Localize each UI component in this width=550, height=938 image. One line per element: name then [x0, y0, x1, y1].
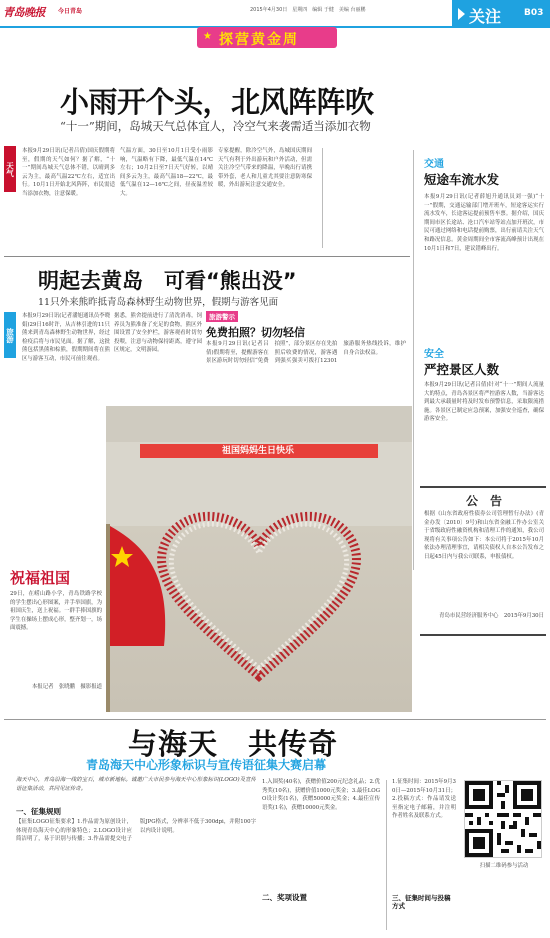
panda-col-1: 本报9月29日讯(记者潘旭通讯员李晓娟)29日16时许，从吉林引进的11只熊来到青岛森林野生动物世界，经过检疫后将与市民见面。据了解，这批熊包括黑熊和棕熊，假期期间将在熊区与游客互动，市民可前往观看。: [22, 313, 110, 362]
right-column-rule: [413, 150, 414, 570]
traffic-kicker: 交通: [424, 159, 444, 170]
contest-top-rule: [4, 719, 546, 720]
lead-col-1: 本报9月29日讯(记者吕倩)国庆假期将至，假期的天气如何？据了解，“十一”期间岛城天气总体不错，以晴到多云为主，最高气温22℃左右，适宜出行。10月1日开始北风阵阵，市民需适当添加衣物，注意保暖。: [22, 148, 115, 197]
qr-code[interactable]: [464, 780, 542, 858]
banner-star-icon: ★: [203, 31, 212, 42]
contest-sec2-body: 1.入围奖(40名)，获赠价值200元纪念礼品；2.优秀奖(10名)，获赠价值1000元奖金；3.最佳LOGO设计奖(1名)，获赠50000元奖金；4.最佳宣传语奖(1名)，获赠10000元奖金。: [262, 779, 380, 811]
masthead: [0, 0, 550, 60]
notice-top-rule: [420, 486, 546, 488]
notice-bottom-rule: [420, 634, 546, 636]
notice-title: 公 告: [465, 494, 502, 508]
lead-divider: [322, 148, 323, 248]
contest-sec1-body: 【征集LOGO征集要求】1.作品需为原创设计，体现青岛海天中心的形象特色；2.LOGO设计应简洁明了，易于识别与传播；3.作品需提交电子版JPG格式，分辨率不低于300dpi，并附100字以内设计说明。: [16, 819, 256, 843]
contest-sec3-body: 1.征集时间：2015年9月30日—2015年10月31日；2.投稿方式：作品请发送至指定电子邮箱，并注明作者姓名及联系方式。: [392, 779, 456, 820]
banner-text: 探营黄金周: [219, 32, 299, 48]
lead-kicker: [4, 146, 16, 192]
panda-tip-title: 免费拍照？切勿轻信: [206, 326, 305, 339]
contest-sec3-title: 三、征集时间与投稿方式: [392, 894, 451, 910]
page-number: B03: [524, 8, 544, 18]
contest-divider-1: [386, 780, 387, 930]
traffic-headline: 短途车流水发: [424, 172, 500, 187]
qr-caption: 扫描二维码参与活动: [479, 863, 529, 869]
qr-code-pattern: [465, 781, 541, 857]
contest-intro: 海天中心，青岛沿海一线的宝石，城市新地标。诚邀广大市民参与海天中心形象标识(LOGO)及宣传语征集活动，共同见证传奇。: [16, 777, 256, 792]
panda-tip-body: 本报9月29日讯(记者吕倩)假期将至，提醒游客在景区游玩时切勿轻信“免费拍照”，部分景区存在先拍照后收费的情况，游客遇到强买强卖可拨打12301旅游服务热线投诉，维护自身合法权益。: [206, 341, 406, 365]
banner: [197, 27, 337, 48]
panda-col-2: 据悉，熊舍提前进行了清洗消毒，饲养员为熊准备了充足的食物，熊区外围设置了安全护栏，游客观看时切勿投喂，注意与动物保持距离，遵守园区规定，文明游园。: [114, 313, 202, 354]
flag-body: 29日，在崂山路小学，青岛铁路学校的学生摆出心形图案，并手举国旗，为祖国庆生，送上祝福。一群手捧国旗的学生在操场上摆成心形，整齐划一，场面震撼。: [10, 591, 102, 632]
panda-subhead: 11只外来熊昨抵青岛森林野生动物世界，假期与游客见面: [38, 297, 279, 308]
panda-kicker-label: 旅游: [5, 327, 15, 343]
contest-sec2-title: 二、奖项设置: [262, 893, 307, 902]
flag-credit: 本报记者 张晓鹏 摄影报道: [31, 684, 102, 690]
panda-headline: 明起去黄岛 可看“熊出没”: [38, 269, 297, 293]
paper-logo: 青岛晚报: [3, 6, 45, 19]
lead-kicker-label: 天气: [5, 161, 15, 177]
safety-body: 本报9月29日讯(记者吕倩)针对“十一”期间人流量大的特点，青岛各景区将严控游客人数，当游客达到最大承载量时将及时发布预警信息，采取限流措施。各景区已制定应急预案，加强安全巡查，确保游客安全。: [424, 382, 544, 423]
notice-signature: 青岛市民营经济服务中心 2015年9月30日: [439, 613, 544, 619]
panda-kicker: [4, 312, 16, 358]
lead-col-3: 专家提醒，除冷空气外，岛城国庆期间天气有利于外出游玩和户外活动，但需关注冷空气带来的降温，早晚出行请携带外套，老人和儿童尤其要注意防寒保暖，外出游玩注意交通安全。: [218, 148, 312, 189]
section-title: 关注: [469, 7, 502, 26]
lead-subhead: “十一”期间，岛城天气总体宜人，冷空气来袭需适当添加衣物: [60, 119, 371, 133]
contest-subhead: 青岛海天中心形象标识与宣传语征集大赛启幕: [86, 758, 327, 772]
date-line: 2015年4月30日 星期四 编辑 于健 美编 台丽鹏: [250, 7, 366, 13]
arrow-icon: [458, 8, 465, 20]
traffic-body: 本报9月29日讯(记者薛旭升通讯员刘一强)“十一”假期，交通运输部门增开班车，短途客运实行流水发车，长途客运提前预售车票。据介绍，国庆期间市区长途站、沧口汽车站等站点加开班次，市民可通过网络和电话提前购票，出行前请关注天气和路况信息。黄金周期间全市客流高峰预计出现在10月1日和7日，建议错峰出行。: [424, 194, 544, 252]
safety-kicker: 安全: [424, 349, 444, 360]
contest-sec1-title: 一、征集规则: [16, 807, 61, 816]
panda-top-rule: [4, 256, 410, 257]
flag-headline: 祝福祖国: [10, 569, 71, 587]
section-tag: 今日青岛: [58, 8, 83, 15]
safety-headline: 严控景区人数: [424, 362, 500, 377]
students-heart-photo: [106, 406, 412, 712]
panda-tip-kicker: 旅游警示: [206, 311, 238, 322]
photo-banner-text: 祖国妈妈生日快乐: [221, 446, 294, 456]
lead-col-2: 气温方面，30日至10月1日受小雨影响，气温略有下降，最低气温在14℃左右；10月2日至7日天气好转，以晴间多云为主，最高气温18—22℃，最低气温在12—16℃之间，昼夜温差较大。: [120, 148, 213, 197]
section-header-box: [452, 0, 550, 27]
notice-body: 根据《山东省政府性债券公司管理暂行办法》(青金办发〔2010〕9号)和山东省金融工作办公室关于省级政府性融资机构和清理工作的通知，我公司现将有关事项公告如下：本公司将于2015年10月依法办理清理事宜，请相关债权人自本公告发布之日起45日内与我公司联系，申报债权。: [424, 511, 544, 560]
contest-headline: 与海天 共传奇: [128, 727, 339, 761]
lead-headline: 小雨开个头，北风阵阵吹: [60, 85, 374, 119]
